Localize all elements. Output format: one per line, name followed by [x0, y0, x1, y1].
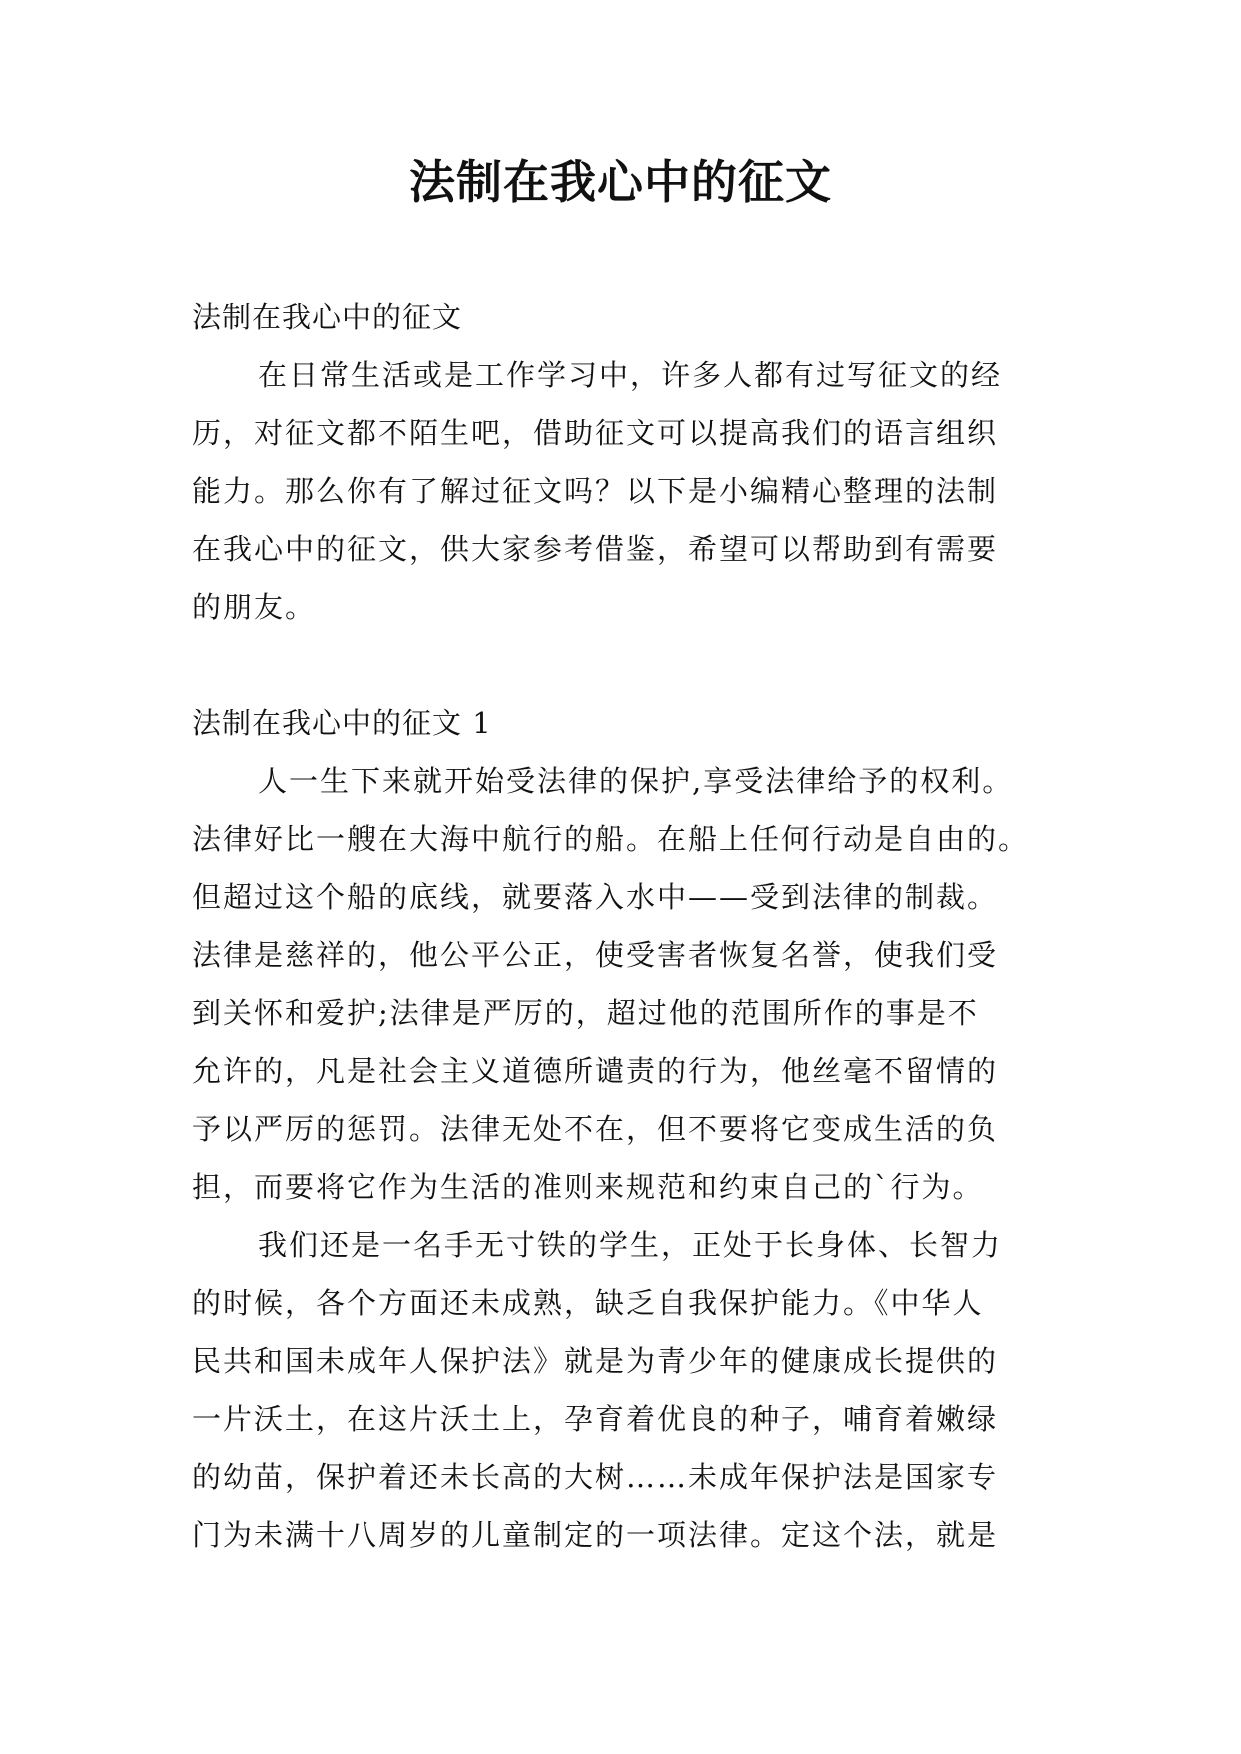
text-line: 担，而要将它作为生活的准则来规范和约束自己的`行为。	[192, 1170, 984, 1204]
text-line: 的幼苗，保护着还未长高的大树……未成年保护法是国家专	[192, 1460, 999, 1494]
text-line: 门为未满十八周岁的儿童制定的一项法律。定这个法，就是	[192, 1518, 999, 1552]
text-line: 在日常生活或是工作学习中，许多人都有过写征文的经	[258, 358, 1003, 392]
text-line: 民共和国未成年人保护法》就是为青少年的健康成长提供的	[192, 1344, 999, 1378]
text-line: 法律好比一艘在大海中航行的船。在船上任何行动是自由的。	[192, 822, 1030, 856]
text-line: 的时候，各个方面还未成熟，缺乏自我保护能力。《中华人	[192, 1286, 984, 1320]
intro-paragraph	[192, 346, 1072, 636]
section1-paragraph-2	[192, 1216, 1072, 1564]
text-line: 法律是慈祥的，他公平公正，使受害者恢复名誉，使我们受	[192, 938, 999, 972]
intro-heading: 法制在我心中的征文	[192, 300, 463, 334]
section1-paragraph-1	[192, 752, 1072, 1216]
section1-heading: 法制在我心中的征文 1	[192, 706, 492, 740]
text-line: 能力。那么你有了解过征文吗？以下是小编精心整理的法制	[192, 474, 999, 508]
text-line: 一片沃土，在这片沃土上，孕育着优良的种子，哺育着嫩绿	[192, 1402, 999, 1436]
text-line: 人一生下来就开始受法律的保护,享受法律给予的权利。	[258, 764, 1014, 798]
text-line: 到关怀和爱护;法律是严厉的，超过他的范围所作的事是不	[192, 996, 979, 1030]
text-line: 的朋友。	[192, 590, 317, 624]
document-body	[192, 288, 1072, 1564]
text-line: 允许的，凡是社会主义道德所谴责的行为，他丝毫不留情的	[192, 1054, 999, 1088]
text-line: 历，对征文都不陌生吧，借助征文可以提高我们的语言组织	[192, 416, 999, 450]
text-line: 在我心中的征文，供大家参考借鉴，希望可以帮助到有需要	[192, 532, 999, 566]
text-line: 予以严厉的惩罚。法律无处不在，但不要将它变成生活的负	[192, 1112, 999, 1146]
section-spacer	[192, 636, 1072, 694]
text-line: 我们还是一名手无寸铁的学生，正处于长身体、长智力	[258, 1228, 1003, 1262]
document-title: 法制在我心中的征文	[409, 155, 832, 209]
text-line: 但超过这个船的底线，就要落入水中——受到法律的制裁。	[192, 880, 999, 914]
